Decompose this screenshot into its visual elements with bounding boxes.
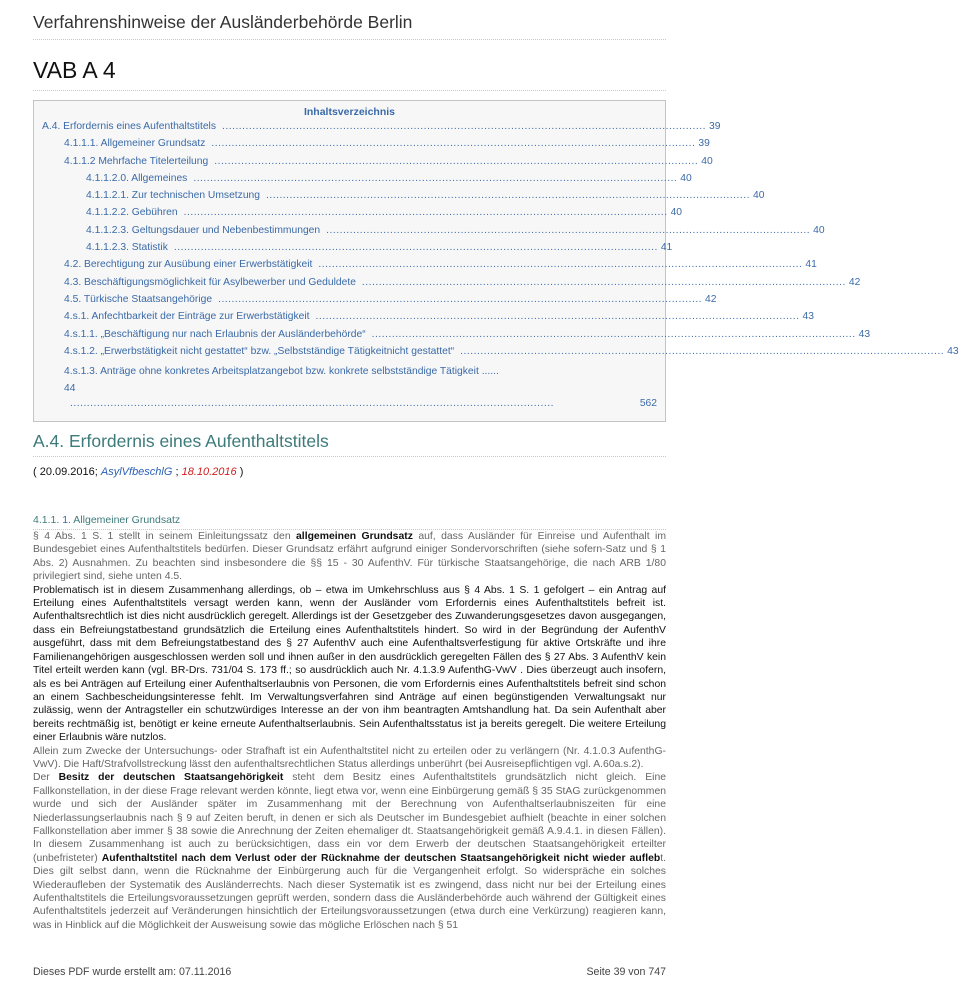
amendment-link-date[interactable]: 18.10.2016 (181, 466, 237, 479)
table-of-contents (33, 100, 959, 422)
footer-page-number: Seite 39 von 747 (586, 966, 666, 978)
toc-entry[interactable]: 4.s.1.1. „Beschäftigung nur nach Erlaubnis der Ausländerbehörde“ ................................................................................................................................................ 43 (64, 328, 871, 340)
toc-entry[interactable]: 4.1.1.2.3. Statistik ................................................................................................................................................ 41 (86, 242, 673, 254)
subsection-heading: 4.1.1. 1. Allgemeiner Grundsatz (33, 514, 666, 530)
toc-entry[interactable]: 4.3. Beschäftigungsmöglichkeit für Asylbewerber und Geduldete ................................................................................................................................................ 42 (64, 276, 861, 288)
toc-entry[interactable]: 4.1.1.2.0. Allgemeines ................................................................................................................................................ 40 (86, 172, 692, 184)
section-heading: A.4. Erfordernis eines Aufenthaltstitels (33, 431, 666, 457)
toc-entry[interactable]: 4.1.1.2.2. Gebühren ................................................................................................................................................ 40 (86, 207, 683, 219)
toc-entry[interactable]: 4.5. Türkische Staatsangehörige ................................................................................................................................................ 42 (64, 293, 717, 305)
toc-entry[interactable]: 4.1.1.2 Mehrfache Titelerteilung ................................................................................................................................................ 40 (64, 155, 713, 167)
toc-entry[interactable]: 4.s.1.3. Anträge ohne konkretes Arbeitsplatzangebot bzw. konkrete selbstständige Tätigkeit ...... 44 (64, 366, 499, 395)
toc-entry[interactable]: 4.s.1.2. „Erwerbstätigkeit nicht gestattet“ bzw. „Selbstständige Tätigkeitnicht gestattet“ ................................................................................................................................................ 43 (64, 345, 959, 357)
toc-entry[interactable]: 4.1.1.1. Allgemeiner Grundsatz ................................................................................................................................................ 39 (64, 138, 710, 150)
toc-entry[interactable]: ................................................................................................................................................ 562 (70, 397, 657, 409)
running-header: Verfahrenshinweise der Ausländerbehörde Berlin (33, 12, 666, 40)
paragraph: Problematisch ist in diesem Zusammenhang allerdings, ob – etwa im Umkehrschluss aus § 4 Abs. 1 S. 1 gefolgert – ein Antrag auf Erteilung eines Aufenthaltstitels versagt werden kann, wenn der Ausländer vom Erfordernis eines Aufenthaltstitels befreit ist. Aufenthaltsrechtlich ist dies nicht ausdrücklich geregelt. Allerdings ist der Gesetzgeber des Zuwanderungsgesetzes davon ausgegangen, dass ein Befreiungstatbestand grundsätzlich die Erteilung eines Aufenthaltstitels hindert. So wird in der Begründung der AufenthV ausgeführt, dass mit dem Befreiungstatbestand des § 27 AufenthV auch eine Aufenthaltsverfestigung für aktive Ortskräfte und ihre Familienangehörigen ausgeschlossen werden soll und ihnen außer in den ausdrücklich geregelten Fällen des § 27 Abs. 3 AufenthV kein Titel erteilt werden kann (vgl. BR-Drs. 731/04 S. 173 ff.; so ausdrücklich auch Nr. 4.1.3.9 AufenthG-VwV . Dies überzeugt auch insofern, als es bei Anträgen auf Erteilung einer Aufenthaltserlaubnis von Personen, die vom Erfordernis eines Aufenthaltstitels befreit sind schon an einem Sachbescheidungsinteresse fehlt. Im Verwaltungsverfahren sind Anträge auf einen begünstigenden Verwaltungsakt nur zulässig, wenn der Antragsteller ein schutzwürdiges Interesse an der von ihm beantragten Amtshandlung hat. Da sein Aufenthalt aber bereits rechtmäßig ist, benötigt er keine erneute Aufenthaltserlaubnis. Sein Aufenthaltsstatus ist ja bereits geregelt. Die weitere Erteilung einer Erlaubnis wäre nutzlos. (33, 584, 666, 744)
toc-entry[interactable]: 4.1.1.2.3. Geltungsdauer und Nebenbestimmungen ................................................................................................................................................ 40 (86, 224, 825, 236)
body-text (33, 530, 666, 932)
page (33, 0, 959, 932)
toc-entry[interactable]: A.4. Erfordernis eines Aufenthaltstitels ................................................................................................................................................ 39 (42, 121, 721, 132)
paragraph: Der Besitz der deutschen Staatsangehörigkeit steht dem Besitz eines Aufenthaltstitels grundsätzlich nicht gleich. Eine Fallkonstellation, in der diese Frage relevant werden könnte, liegt etwa vor, wenn eine Einbürgerung gemäß § 35 StAG zurückgenommen wurde und sich der Ausländer später im Zusammenhang mit der Berechnung von Aufenthaltserlaubniszeiten für eine Niederlassungserlaubnis nach § 9 auf Zeiten beruft, in denen er sich als Deutscher im Bundesgebiet aufhielt (beachte in einer solchen Fallkonstellation aber immer § 38 sowie die Anrechnung der Zeiten ehemaliger dt. Staatsangehörigkeit gemäß A.9.4.1. in diesen Fällen). In diesem Zusammenhang ist auch zu berücksichtigen, dass ein vor dem Erwerb der deutschen Staatsangehörigkeit erteilter (unbefristeter) Aufenthaltstitel nach dem Verlust oder der Rücknahme der deutschen Staatsangehörigkeit nicht wieder auflebt. Dies gilt selbst dann, wenn die Rücknahme der Einbürgerung auch für die Vergangenheit erfolgt. So widerspräche ein solches Wiederaufleben der Systematik des Ausländerrechts. Nach dieser Systematik ist es zwingend, dass nicht nur bei der Erteilung eines Aufenthaltstitels die Erteilungsvoraussetzungen geprüft werden, sondern dass die Ausländerbehörde auch während der Gültigkeit eines Aufenthaltstitels jederzeit auf Veränderungen hinsichtlich der Erteilungsvoraussetzungen (etwa durch eine Verkürzung) reagieren kann, was in Hinblick auf die Möglichkeit der Ausweisung sowie das mögliche Erlöschen nach § 51 (33, 772, 666, 931)
toc-entry[interactable]: 4.2. Berechtigung zur Ausübung einer Erwerbstätigkeit ................................................................................................................................................ 41 (64, 259, 817, 271)
amendment-dateline: ( 20.09.2016; AsylVfbeschlG ; 18.10.2016 ) (33, 466, 244, 479)
document-title: VAB A 4 (33, 57, 666, 91)
toc-entry[interactable]: 4.s.1. Anfechtbarkeit der Einträge zur Erwerbstätigkeit ................................................................................................................................................ 43 (64, 311, 814, 323)
paragraph: § 4 Abs. 1 S. 1 stellt in seinem Einleitungssatz den allgemeinen Grundsatz auf, dass Ausländer für Einreise und Aufenthalt im Bundesgebiet eines Aufenthaltstitels bedürfen. Dieser Grundsatz erfährt aufgrund einiger Sondervorschriften (siehe sofern-Satz und § 1 Abs. 2) Ausnahmen. Zu beachten sind insbesondere die §§ 15 - 30 AufenthV. Für türkische Staatsangehörige, die nach ARB 1/80 privilegiert sind, siehe unten 4.5. (33, 531, 667, 583)
page-footer (33, 966, 666, 978)
toc-heading: Inhaltsverzeichnis (303, 106, 396, 118)
amendment-link-asylvfbeschlg[interactable]: AsylVfbeschlG (100, 466, 173, 479)
footer-created-date: Dieses PDF wurde erstellt am: 07.11.2016 (33, 966, 232, 978)
toc-entry[interactable]: 4.1.1.2.1. Zur technischen Umsetzung ................................................................................................................................................ 40 (86, 190, 765, 202)
paragraph: Allein zum Zwecke der Untersuchungs- oder Strafhaft ist ein Aufenthaltstitel nicht zu erteilen oder zu verlängern (Nr. 4.1.0.3 AufenthG-VwV). Die Haft/Strafvollstreckung lässt den aufenthaltsrechtlichen Status allerdings unberührt (bei Ausreisepflichtigen vgl. A.60a.s.2). (33, 745, 666, 770)
